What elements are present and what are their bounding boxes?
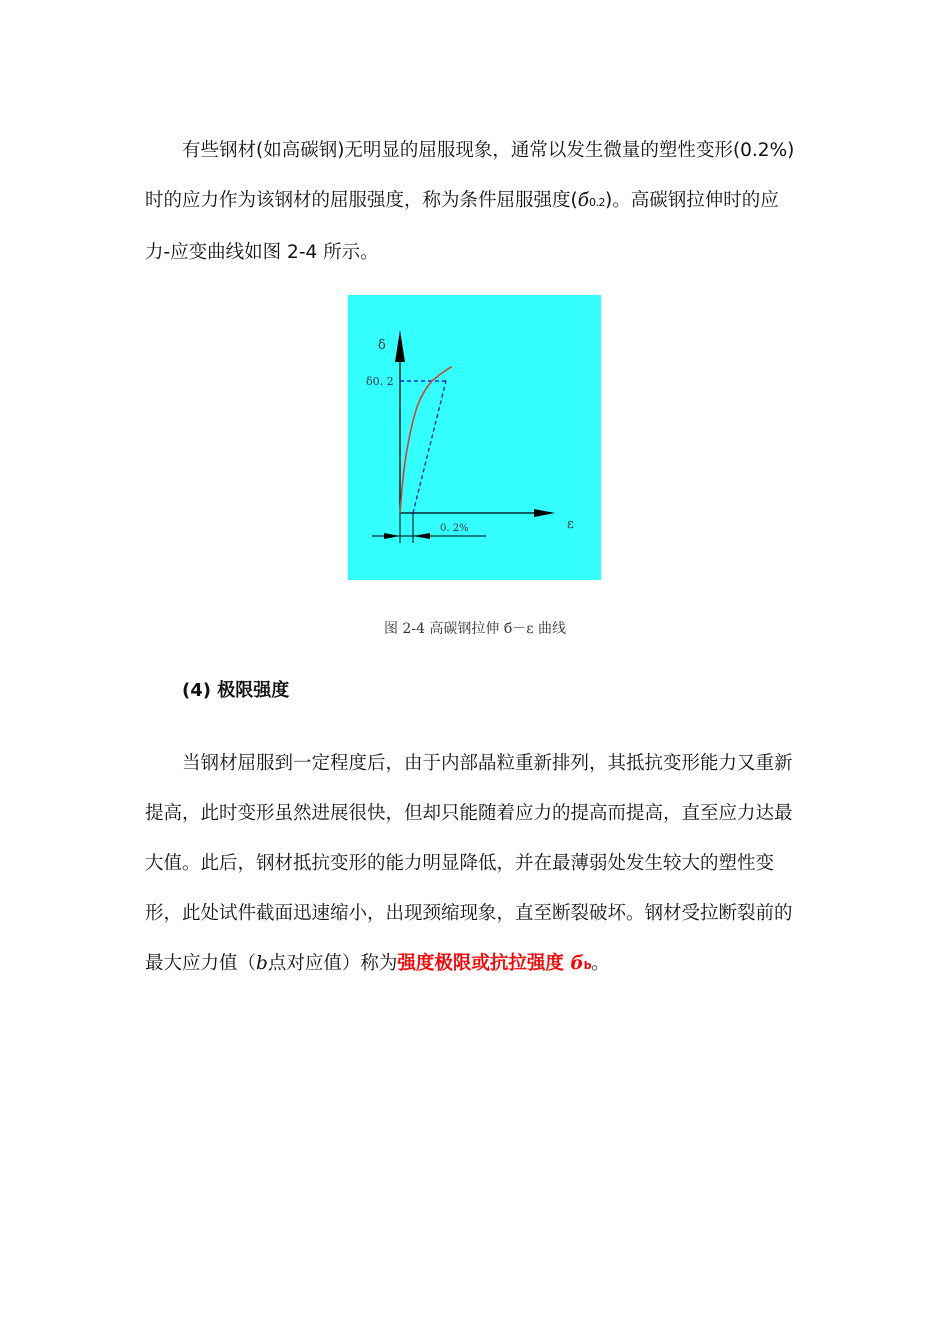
paragraph-2-text-before: 当钢材屈服到一定程度后，由于内部晶粒重新排列，其抵抗变形能力又重新提高，此时变形虽然进展很快，但却只能随着应力的提高而提高，直至应力达最大值。此后，钢材抵抗变形的能力明显降低，并在最薄弱处发生较大的塑性变形，此处试件截面迅速缩小，出现颈缩现象，直至断裂破坏。钢材受拉断裂前的最大应力值（ — [145, 753, 793, 974]
sigma-symbol: б — [577, 190, 590, 211]
yield-stress-label: δ0. 2 — [366, 375, 394, 388]
paragraph-2-text-middle: 点对应值）称为 — [267, 953, 398, 974]
tensile-strength-subscript: b — [583, 959, 592, 972]
offset-label: 0. 2% — [440, 523, 469, 534]
figure-caption: 图 2-4 高碳钢拉伸 б－ε 曲线 — [383, 621, 567, 637]
stress-strain-figure — [348, 295, 601, 580]
x-axis-label: ε — [567, 517, 574, 532]
offset-arrow-left — [384, 533, 400, 539]
paragraph-ultimate-strength — [145, 739, 801, 991]
sigma-subscript: 0.2 — [589, 196, 606, 209]
tensile-strength-term: 强度极限或抗拉强度 — [397, 953, 571, 974]
y-axis-arrow — [395, 330, 405, 362]
paragraph-2-text-after: 。 — [591, 953, 610, 974]
y-axis-label: δ — [378, 338, 386, 353]
offset-arrow-right — [413, 533, 430, 539]
stress-strain-chart — [348, 295, 601, 580]
x-axis-arrow — [534, 509, 555, 517]
point-b-symbol: b — [256, 953, 268, 974]
offset-dashed-line — [413, 381, 446, 513]
paragraph-yield-strength — [145, 126, 801, 278]
section-heading-ultimate-strength: (4) 极限强度 — [182, 680, 290, 701]
tensile-strength-highlight — [397, 953, 591, 974]
tensile-strength-symbol: б — [570, 953, 584, 974]
paragraph-1-text-before: 有些钢材(如高碳钢)无明显的屈服现象，通常以发生微量的塑性变形(0.2%)时的应力作为该钢材的屈服强度，称为条件屈服强度( — [145, 140, 795, 211]
paragraph-1-text-after: )。高碳钢拉伸时的应力-应变曲线如图 2-4 所示。 — [145, 190, 779, 263]
